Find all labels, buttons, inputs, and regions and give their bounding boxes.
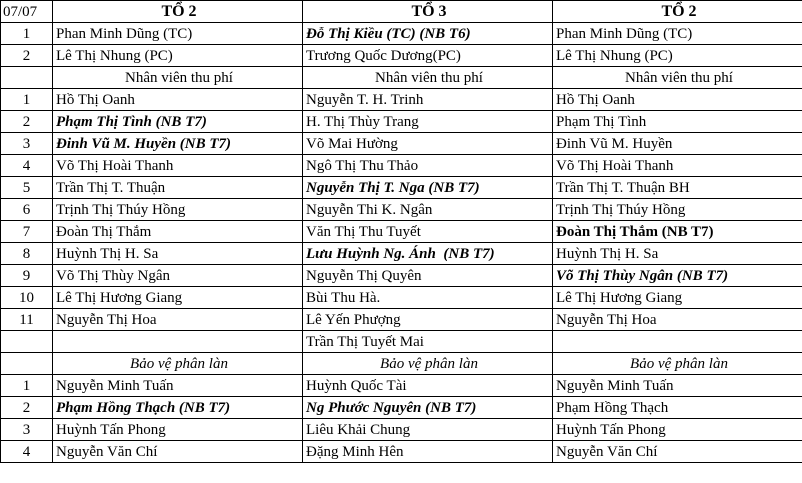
row-number: 3 bbox=[1, 419, 53, 441]
section-label: Bảo vệ phân làn bbox=[53, 353, 303, 375]
table-row bbox=[1, 155, 802, 177]
cell bbox=[1, 353, 53, 375]
section-label: Nhân viên thu phí bbox=[53, 67, 303, 89]
cell: Nguyễn Thị Hoa bbox=[53, 309, 303, 331]
team-header-2: TỔ 3 bbox=[303, 1, 553, 23]
row-number: 11 bbox=[1, 309, 53, 331]
cell: Đinh Vũ M. Huyền bbox=[553, 133, 802, 155]
table-row bbox=[1, 243, 802, 265]
table-row bbox=[1, 23, 802, 45]
row-number: 1 bbox=[1, 89, 53, 111]
row-number: 10 bbox=[1, 287, 53, 309]
cell: Trần Thị T. Thuận BH bbox=[553, 177, 802, 199]
row-number: 3 bbox=[1, 133, 53, 155]
cell: H. Thị Thùy Trang bbox=[303, 111, 553, 133]
cell: Trần Thị T. Thuận bbox=[53, 177, 303, 199]
row-number: 2 bbox=[1, 397, 53, 419]
section-row-fee bbox=[1, 67, 802, 89]
cell: Võ Thị Hoài Thanh bbox=[553, 155, 802, 177]
table-row bbox=[1, 375, 802, 397]
row-number: 1 bbox=[1, 375, 53, 397]
section-label: Bảo vệ phân làn bbox=[553, 353, 802, 375]
cell: Ng Phước Nguyên (NB T7) bbox=[303, 397, 553, 419]
cell: Trương Quốc Dương(PC) bbox=[303, 45, 553, 67]
cell: Hồ Thị Oanh bbox=[553, 89, 802, 111]
table-row bbox=[1, 419, 802, 441]
cell bbox=[53, 331, 303, 353]
cell: Trịnh Thị Thúy Hồng bbox=[53, 199, 303, 221]
cell: Lưu Huỳnh Ng. Ánh (NB T7) bbox=[303, 243, 553, 265]
cell: Đoàn Thị Thắm bbox=[53, 221, 303, 243]
cell: Nguyễn Thị Hoa bbox=[553, 309, 802, 331]
cell bbox=[1, 67, 53, 89]
cell bbox=[553, 331, 802, 353]
table-row bbox=[1, 287, 802, 309]
header-row bbox=[1, 1, 802, 23]
row-number bbox=[1, 331, 53, 353]
cell: Nguyễn Văn Chí bbox=[553, 441, 802, 463]
cell: Lê Thị Nhung (PC) bbox=[553, 45, 802, 67]
cell: Phan Minh Dũng (TC) bbox=[553, 23, 802, 45]
table-row bbox=[1, 111, 802, 133]
cell: Nguyễn Văn Chí bbox=[53, 441, 303, 463]
cell: Huỳnh Thị H. Sa bbox=[553, 243, 802, 265]
cell: Huỳnh Quốc Tài bbox=[303, 375, 553, 397]
section-row-guard bbox=[1, 353, 802, 375]
row-number: 5 bbox=[1, 177, 53, 199]
cell: Phan Minh Dũng (TC) bbox=[53, 23, 303, 45]
table-row bbox=[1, 199, 802, 221]
cell: Nguyễn Thị Quyên bbox=[303, 265, 553, 287]
row-number: 6 bbox=[1, 199, 53, 221]
cell: Lê Thị Hương Giang bbox=[553, 287, 802, 309]
cell: Nguyễn Minh Tuấn bbox=[53, 375, 303, 397]
cell: Huỳnh Thị H. Sa bbox=[53, 243, 303, 265]
cell: Phạm Thị Tình bbox=[553, 111, 802, 133]
table-row bbox=[1, 397, 802, 419]
cell: Nguyễn Thị T. Nga (NB T7) bbox=[303, 177, 553, 199]
cell: Lê Thị Hương Giang bbox=[53, 287, 303, 309]
cell: Đoàn Thị Thắm (NB T7) bbox=[553, 221, 802, 243]
row-number: 4 bbox=[1, 155, 53, 177]
table-row bbox=[1, 177, 802, 199]
row-number: 2 bbox=[1, 45, 53, 67]
cell: Huỳnh Tấn Phong bbox=[553, 419, 802, 441]
row-number: 2 bbox=[1, 111, 53, 133]
cell: Trần Thị Tuyết Mai bbox=[303, 331, 553, 353]
cell: Đinh Vũ M. Huyền (NB T7) bbox=[53, 133, 303, 155]
cell: Phạm Hồng Thạch bbox=[553, 397, 802, 419]
cell: Lê Thị Nhung (PC) bbox=[53, 45, 303, 67]
table-row bbox=[1, 221, 802, 243]
cell: Nguyễn Thi K. Ngân bbox=[303, 199, 553, 221]
section-label: Nhân viên thu phí bbox=[303, 67, 553, 89]
table-row bbox=[1, 441, 802, 463]
table-row bbox=[1, 265, 802, 287]
cell: Đỗ Thị Kiều (TC) (NB T6) bbox=[303, 23, 553, 45]
table-row bbox=[1, 89, 802, 111]
row-number: 1 bbox=[1, 23, 53, 45]
row-number: 8 bbox=[1, 243, 53, 265]
cell: Liêu Khải Chung bbox=[303, 419, 553, 441]
cell: Văn Thị Thu Tuyết bbox=[303, 221, 553, 243]
cell: Phạm Hồng Thạch (NB T7) bbox=[53, 397, 303, 419]
row-number: 9 bbox=[1, 265, 53, 287]
cell: Võ Thị Thùy Ngân bbox=[53, 265, 303, 287]
table-row bbox=[1, 45, 802, 67]
cell: Bùi Thu Hà. bbox=[303, 287, 553, 309]
date-cell: 07/07 bbox=[1, 1, 53, 23]
team-header-1: TỔ 2 bbox=[53, 1, 303, 23]
cell: Phạm Thị Tình (NB T7) bbox=[53, 111, 303, 133]
team-header-3: TỔ 2 bbox=[553, 1, 802, 23]
section-label: Bảo vệ phân làn bbox=[303, 353, 553, 375]
section-label: Nhân viên thu phí bbox=[553, 67, 802, 89]
cell: Trịnh Thị Thúy Hồng bbox=[553, 199, 802, 221]
cell: Hồ Thị Oanh bbox=[53, 89, 303, 111]
table-row bbox=[1, 133, 802, 155]
cell: Võ Thị Thùy Ngân (NB T7) bbox=[553, 265, 802, 287]
cell: Ngô Thị Thu Thảo bbox=[303, 155, 553, 177]
cell: Huỳnh Tấn Phong bbox=[53, 419, 303, 441]
cell: Nguyễn Minh Tuấn bbox=[553, 375, 802, 397]
cell: Nguyễn T. H. Trinh bbox=[303, 89, 553, 111]
row-number: 4 bbox=[1, 441, 53, 463]
cell: Lê Yến Phượng bbox=[303, 309, 553, 331]
table-row bbox=[1, 309, 802, 331]
cell: Võ Thị Hoài Thanh bbox=[53, 155, 303, 177]
row-number: 7 bbox=[1, 221, 53, 243]
cell: Võ Mai Hường bbox=[303, 133, 553, 155]
cell: Đặng Minh Hên bbox=[303, 441, 553, 463]
table-row bbox=[1, 331, 802, 353]
